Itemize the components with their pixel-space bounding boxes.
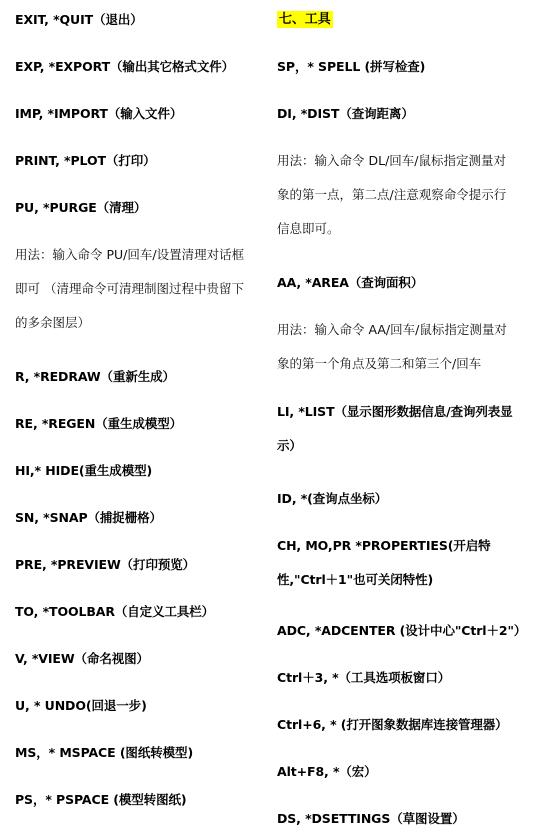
- note-line: 的多余图层）: [15, 315, 91, 330]
- command-mspace: MS，* MSPACE (图纸转模型): [15, 745, 194, 760]
- command-view: V, *VIEW（命名视图）: [15, 651, 149, 666]
- note-line: 用法：输入命令 DL/回车/鼠标指定测量对: [277, 153, 506, 168]
- command-dbconnect: Ctrl+6, * (打开图象数据库连接管理器）: [277, 717, 508, 732]
- command-pspace: PS，* PSPACE (模型转图纸): [15, 792, 187, 807]
- command-id: ID, *(查询点坐标）: [277, 491, 388, 506]
- command-exit: EXIT, *QUIT（退出）: [15, 12, 143, 27]
- command-line: LI, *LIST（显示图形数据信息/查询列表显: [277, 404, 513, 419]
- command-undo: U, * UNDO(回退一步): [15, 698, 147, 713]
- command-plot: PRINT, *PLOT（打印）: [15, 153, 156, 168]
- command-list: [277, 395, 527, 463]
- command-adcenter: ADC, *ADCENTER (设计中心"Ctrl＋2"）: [277, 623, 527, 638]
- note-line: 象的第一个角点及第二和第三个/回车: [277, 356, 482, 371]
- note-line: 即可 （清理命令可清理制图过程中贵留下: [15, 281, 244, 296]
- command-macro: Alt+F8, *（宏）: [277, 764, 377, 779]
- command-dist: DI, *DIST（查询距离）: [277, 106, 414, 121]
- section-heading-highlight: 七、工具: [279, 12, 331, 27]
- command-import: IMP, *IMPORT（输入文件）: [15, 106, 183, 121]
- note-line: 象的第一点，第二点/注意观察命令提示行: [277, 187, 507, 202]
- command-line: 性,"Ctrl＋1"也可关闭特性): [277, 572, 434, 587]
- command-toolbar: TO, *TOOLBAR（自定义工具栏）: [15, 604, 215, 619]
- command-properties: [277, 529, 527, 597]
- command-dsettings: DS, *DSETTINGS（草图设置）: [277, 811, 465, 826]
- command-tool-palettes: Ctrl＋3, *（工具选项板窗口）: [277, 670, 451, 685]
- command-purge: PU, *PURGE（清理）: [15, 200, 147, 215]
- command-export: EXP, *EXPORT（输出其它格式文件）: [15, 59, 235, 74]
- purge-usage-note: [15, 238, 260, 340]
- note-line: 用法：输入命令 PU/回车/设置清理对话框: [15, 247, 245, 262]
- note-line: 用法：输入命令 AA/回车/鼠标指定测量对: [277, 322, 507, 337]
- command-hide: HI,* HIDE(重生成模型): [15, 463, 153, 478]
- command-snap: SN, *SNAP（捕捉栅格）: [15, 510, 162, 525]
- command-regen: RE, *REGEN（重生成模型）: [15, 416, 183, 431]
- command-preview: PRE, *PREVIEW（打印预览）: [15, 557, 196, 572]
- dist-usage-note: [277, 144, 527, 246]
- command-line: 示）: [277, 438, 302, 453]
- command-redraw: R, *REDRAW（重新生成）: [15, 369, 175, 384]
- command-area: AA, *AREA（查询面积）: [277, 275, 424, 290]
- command-line: CH, MO,PR *PROPERTIES(开启特: [277, 538, 491, 553]
- section-heading: [277, 8, 527, 27]
- area-usage-note: [277, 313, 527, 381]
- note-line: 信息即可。: [277, 221, 340, 236]
- command-spell: SP，* SPELL (拼写检查): [277, 59, 426, 74]
